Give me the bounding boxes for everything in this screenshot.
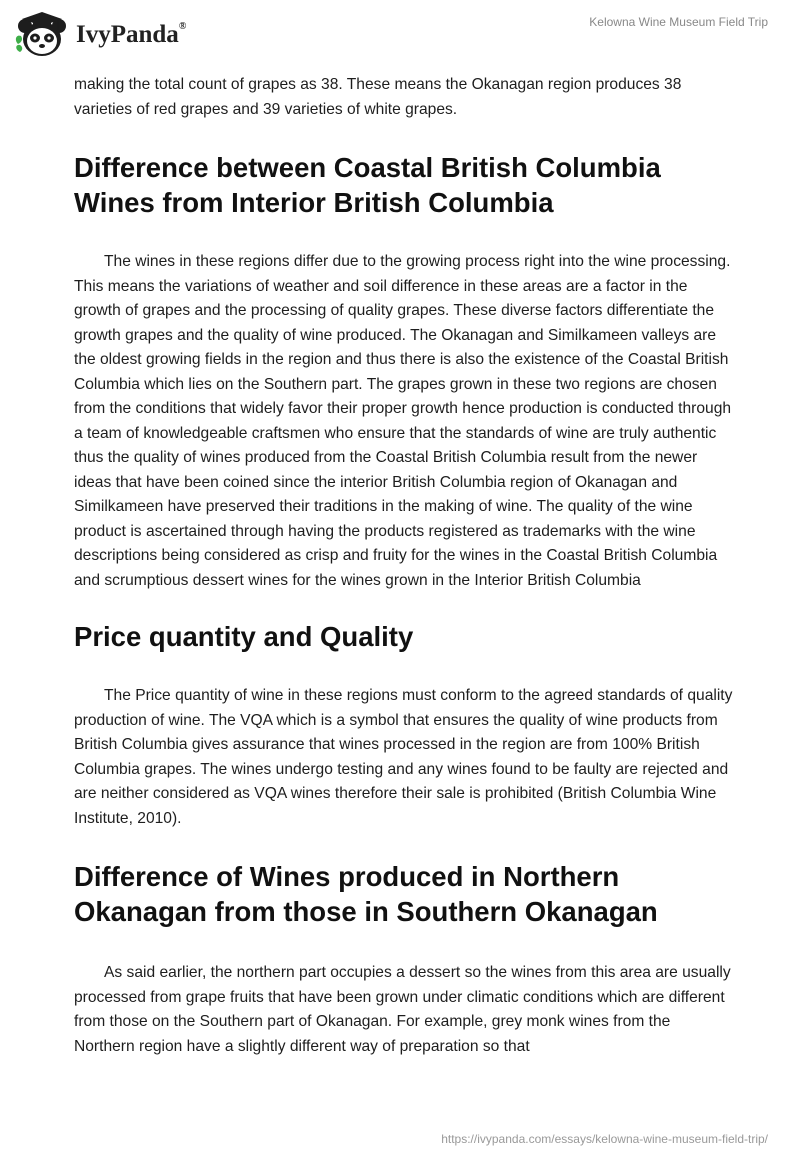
- trademark-symbol: ®: [178, 21, 187, 32]
- section1-paragraph: The wines in these regions differ due to the growing process right into the wine processing. This means the variations of weather and soil difference in these areas are a factor in the growth of grapes and the processing of quality grapes. These diverse factors differentiate the growth grapes and the quality of wine produced. The Okanagan and Similkameen valleys are the oldest growing fields in the region and thus there is also the existence of the Coastal British Columbia which lies on the Southern part. The grapes grown in these two regions are chosen from the conditions that widely favor their proper growth hence production is conducted through a team of knowledgeable craftsmen who ensure that the standards of wine are truly authentic thus the quality of wines produced from the Coastal British Columbia result from the newer ideas that have been coined since the interior British Columbia region of Okanagan and Similkameen have preserved their traditions in the making of wine. The quality of the wine product is ascertained through having the products registered as trademarks with the wine descriptions being considered as crisp and fruity for the wines in the Coastal British Columbia and scrumptious dessert wines for the wines grown in the Interior British Columbia: [74, 253, 732, 589]
- section3-paragraph: As said earlier, the northern part occupies a dessert so the wines from this area are usually processed from grape fruits that have been grown under climatic conditions which are different from those on the Southern part of Okanagan. For example, grey monk wines from the Northern region have a slightly different way of preparation so that: [74, 964, 731, 1055]
- source-url[interactable]: https://ivypanda.com/essays/kelowna-wine-museum-field-trip/: [441, 1132, 768, 1146]
- intro-paragraph: making the total count of grapes as 38. These means the Okanagan region produces 38 varieties of red grapes and 39 varieties of white grapes.: [74, 76, 682, 118]
- brand-name: [76, 21, 186, 49]
- document-title: Kelowna Wine Museum Field Trip: [589, 15, 768, 29]
- brand-text: IvyPanda: [76, 21, 179, 48]
- section1-heading: Difference between Coastal British Columbia Wines from Interior British Columbia: [74, 152, 661, 218]
- ivypanda-logo[interactable]: [14, 8, 186, 58]
- panda-graduate-logo-icon: [14, 8, 70, 58]
- essay-content: [74, 73, 734, 1059]
- page-header: [0, 0, 800, 70]
- section3-heading: Difference of Wines produced in Northern Okanagan from those in Southern Okanagan: [74, 861, 658, 927]
- section2-paragraph: The Price quantity of wine in these regions must conform to the agreed standards of quality production of wine. The VQA which is a symbol that ensures the quality of wine products from British Columbia gives assurance that wines processed in the region are from 100% British Columbia grapes. The wines undergo testing and any wines found to be faulty are rejected and are neither considered as VQA wines therefore their sale is prohibited (British Columbia Wine Institute, 2010).: [74, 687, 733, 827]
- section2-heading: Price quantity and Quality: [74, 621, 414, 652]
